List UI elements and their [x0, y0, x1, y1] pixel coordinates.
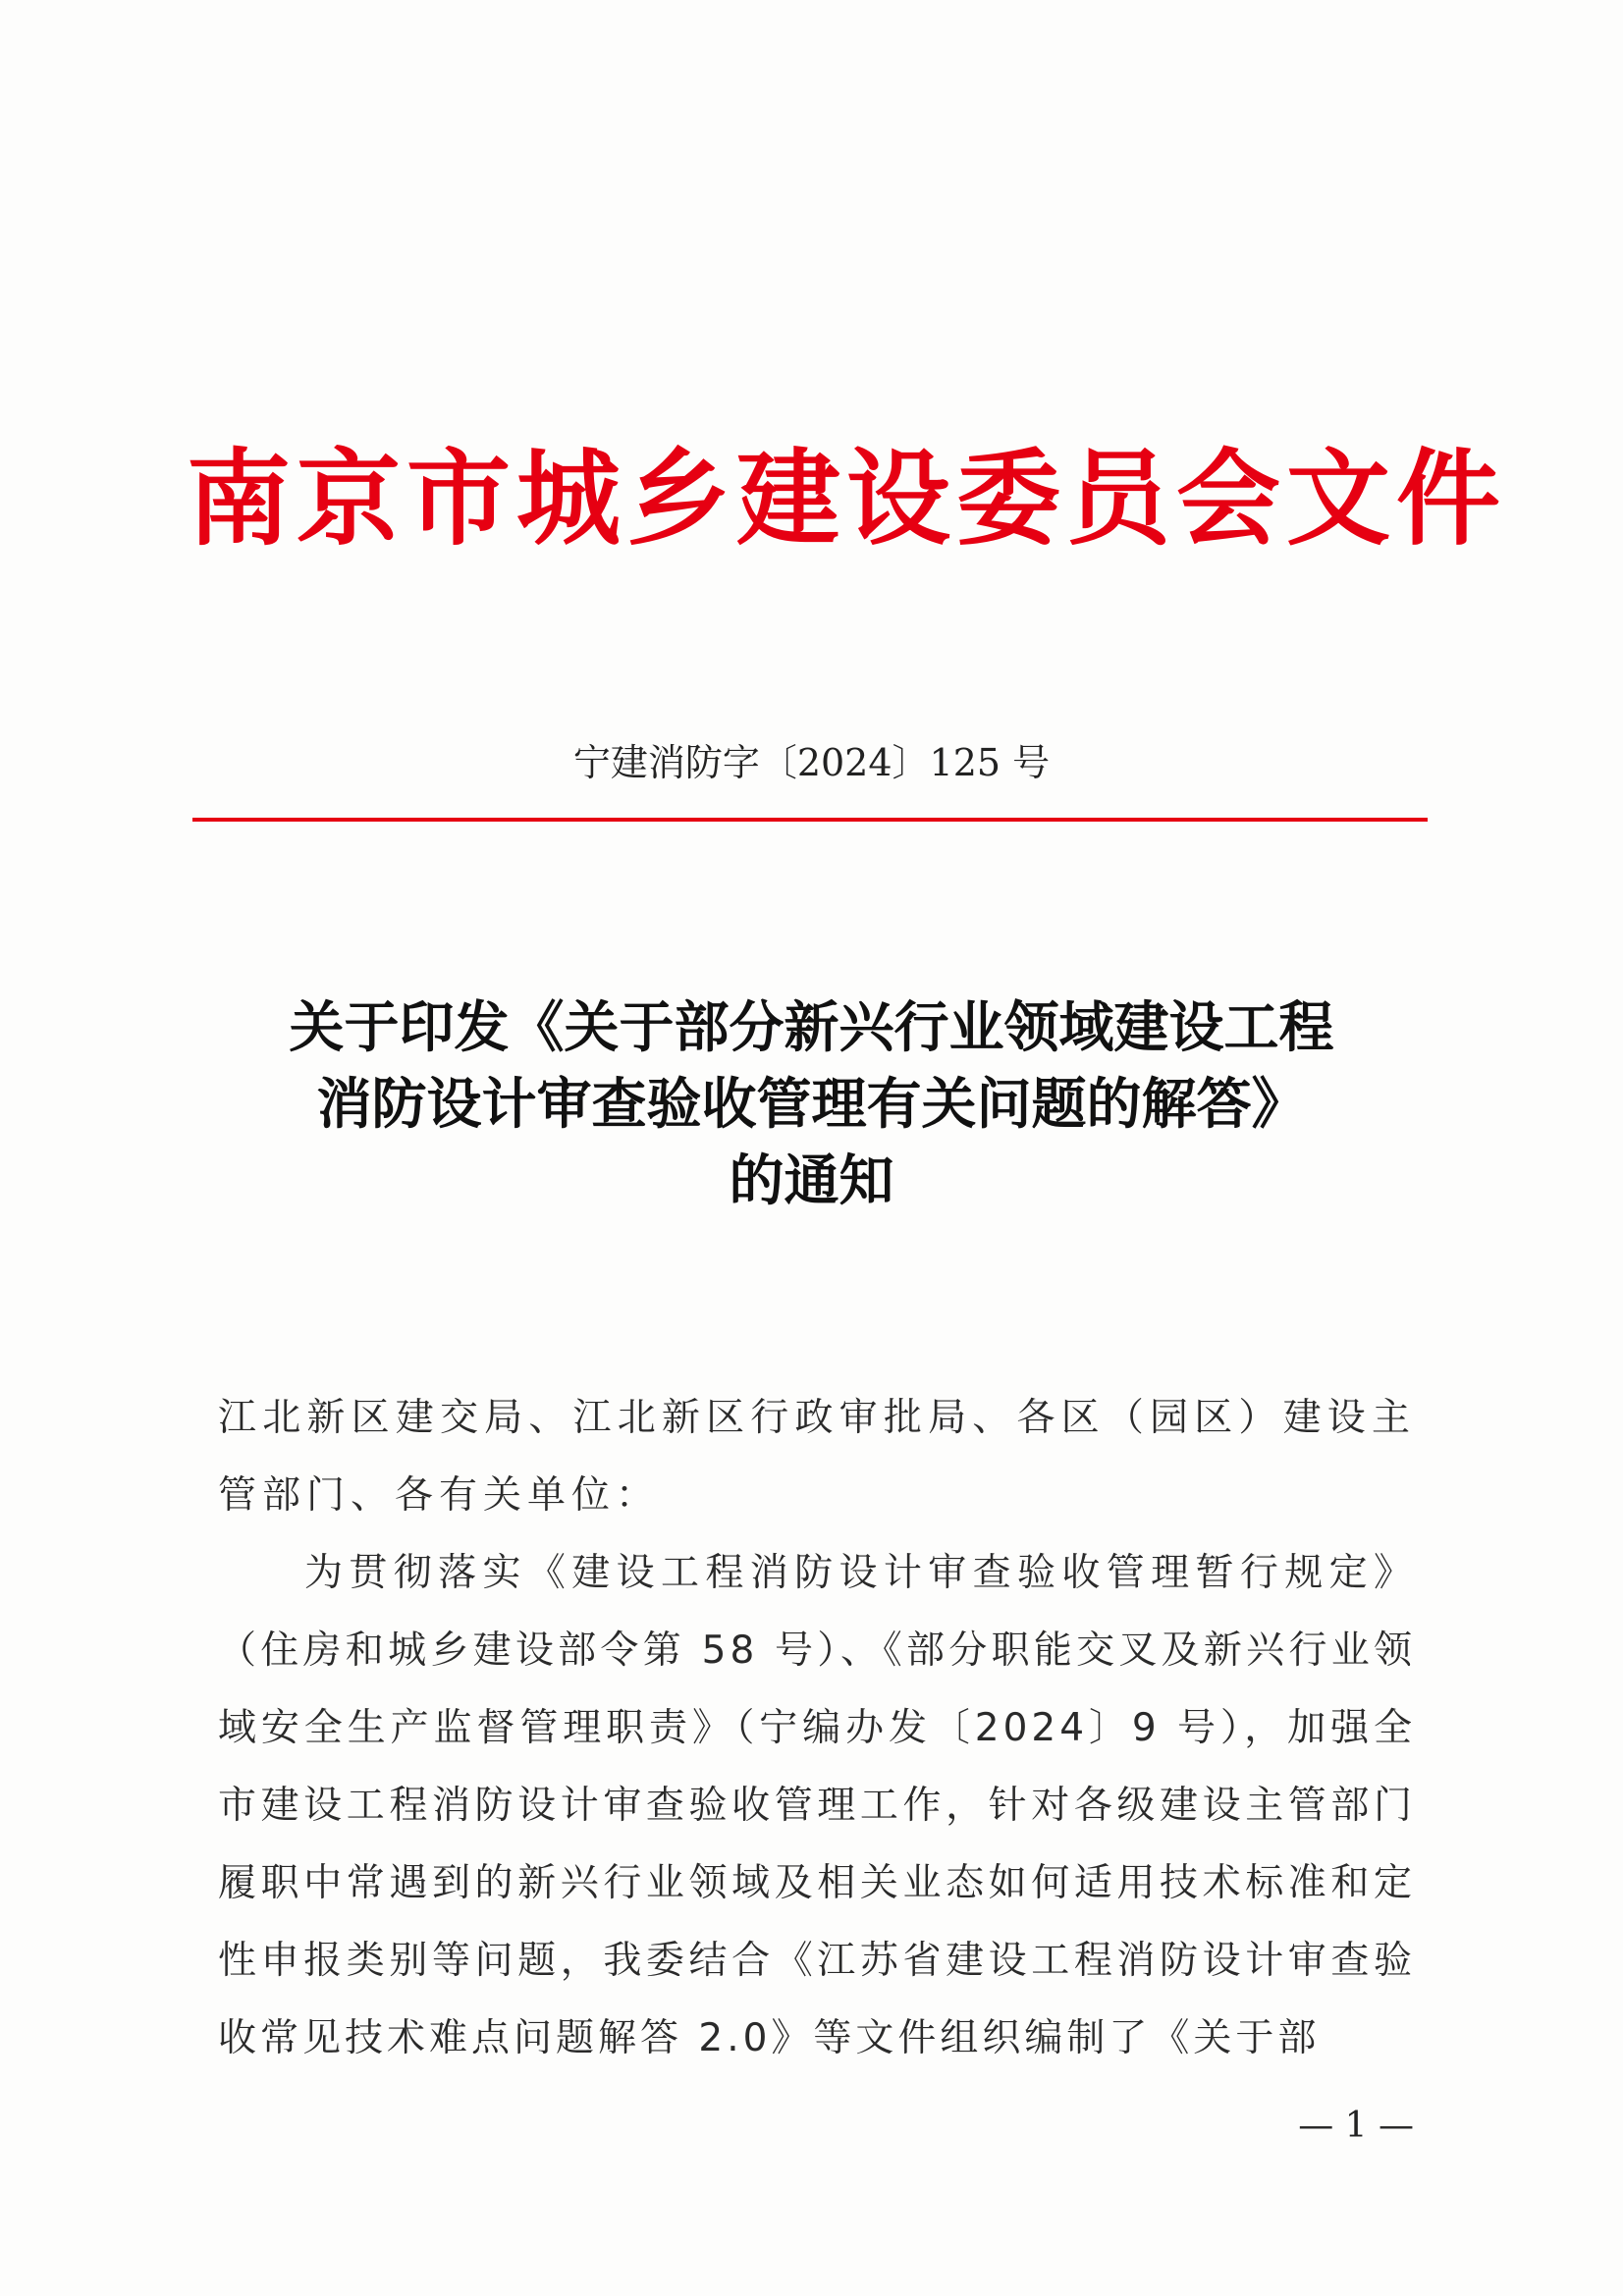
title-line-3: 的通知: [729, 1148, 894, 1213]
notice-title: [147, 989, 1476, 1219]
masthead-title: 南京市城乡建设委员会文件: [187, 437, 1506, 560]
addressee: 江北新区建交局、江北新区行政审批局、各区（园区）建设主管部门、各有关单位：: [218, 1396, 1416, 1518]
page-number: — 1 —: [1298, 2106, 1414, 2146]
document-number: 宁建消防字〔2024〕125 号: [572, 741, 1051, 784]
title-line-1: 关于印发《关于部分新兴行业领域建设工程: [289, 995, 1334, 1060]
red-divider-line: [192, 818, 1428, 822]
body-paragraph: 为贯彻落实《建设工程消防设计审查验收管理暂行规定》（住房和城乡建设部令第 58 号）、《部分职能交叉及新兴行业领域安全生产监督管理职责》（宁编办发〔2024〕9 号），加强全市建设工程消防设计审查验收管理工作，针对各级建设主管部门履职中常遇到的新兴行业领域及相关业态如何适用技术标准和定性申报类别等问题，我委结合《江苏省建设工程消防设计审查验收常见技术难点问题解答 2.0》等文件组织编制了《关于部: [218, 1551, 1416, 2060]
notice-body: [218, 1379, 1416, 2077]
title-line-2: 消防设计审查验收管理有关问题的解答》: [316, 1072, 1307, 1137]
